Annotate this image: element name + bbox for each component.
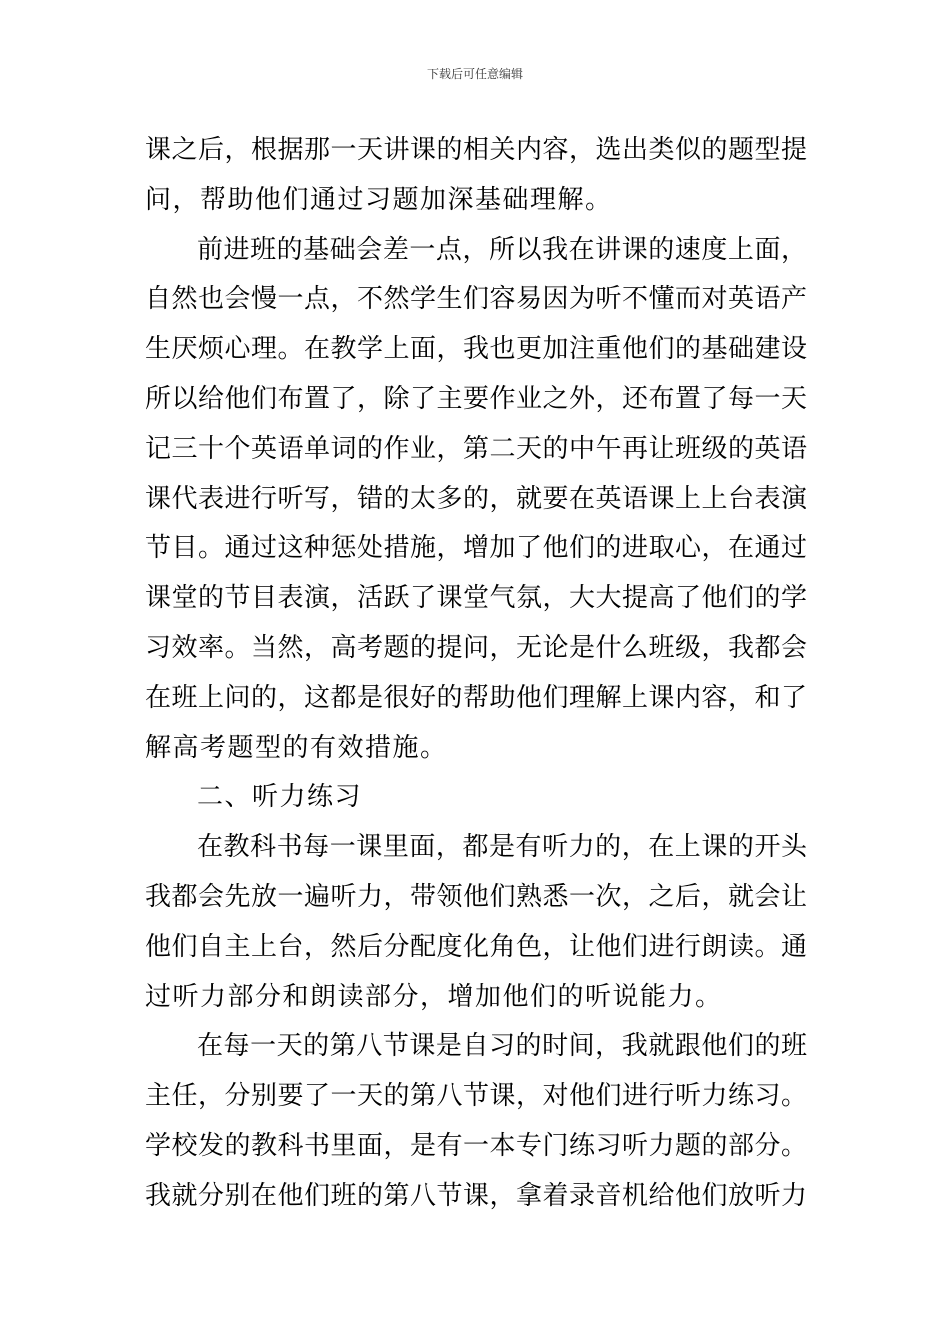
text-line: 所以给他们布置了，除了主要作业之外，还布置了每一天 [145,383,807,414]
text-line: 他们自主上台，然后分配度化角色，让他们进行朗读。通 [145,931,807,962]
text-line: 课堂的节目表演，活跃了课堂气氛，大大提高了他们的学 [145,583,807,614]
paragraph-first-line: 二、听力练习 [197,782,363,813]
text-line: 课之后，根据那一天讲课的相关内容，选出类似的题型提 [145,135,807,165]
text-line: 生厌烦心理。在教学上面，我也更加注重他们的基础建设 [145,334,807,365]
text-line: 节目。通过这种惩处措施，增加了他们的进取心，在通过 [145,533,807,564]
text-line: 自然也会慢一点，不然学生们容易因为听不懂而对英语产 [145,284,807,315]
text-line: 习效率。当然，高考题的提问，无论是什么班级，我都会 [145,632,807,663]
paragraph-first-line: 前进班的基础会差一点，所以我在讲课的速度上面， [197,234,807,265]
document-body [145,126,807,1222]
text-line: 学校发的教科书里面，是有一本专门练习听力题的部分。 [145,1130,807,1161]
text-line: 主任，分别要了一天的第八节课，对他们进行听力练习。 [145,1081,807,1112]
text-line: 我都会先放一遍听力，带领他们熟悉一次，之后，就会让 [145,881,807,912]
text-line: 记三十个英语单词的作业，第二天的中午再让班级的英语 [145,433,807,464]
text-line: 课代表进行听写，错的太多的，就要在英语课上上台表演 [145,483,807,514]
paragraph-first-line: 在教科书每一课里面，都是有听力的，在上课的开头 [197,832,807,863]
page-header: 下载后可任意编辑 [426,67,523,81]
text-line: 过听力部分和朗读部分，增加他们的听说能力。 [145,981,723,1012]
paragraph-first-line: 在每一天的第八节课是自习的时间，我就跟他们的班 [197,1031,807,1062]
text-line: 解高考题型的有效措施。 [145,732,448,763]
text-line: 在班上问的，这都是很好的帮助他们理解上课内容，和了 [145,682,807,713]
text-line: 问，帮助他们通过习题加深基础理解。 [145,184,613,215]
text-line: 我就分别在他们班的第八节课，拿着录音机给他们放听力 [145,1180,807,1211]
